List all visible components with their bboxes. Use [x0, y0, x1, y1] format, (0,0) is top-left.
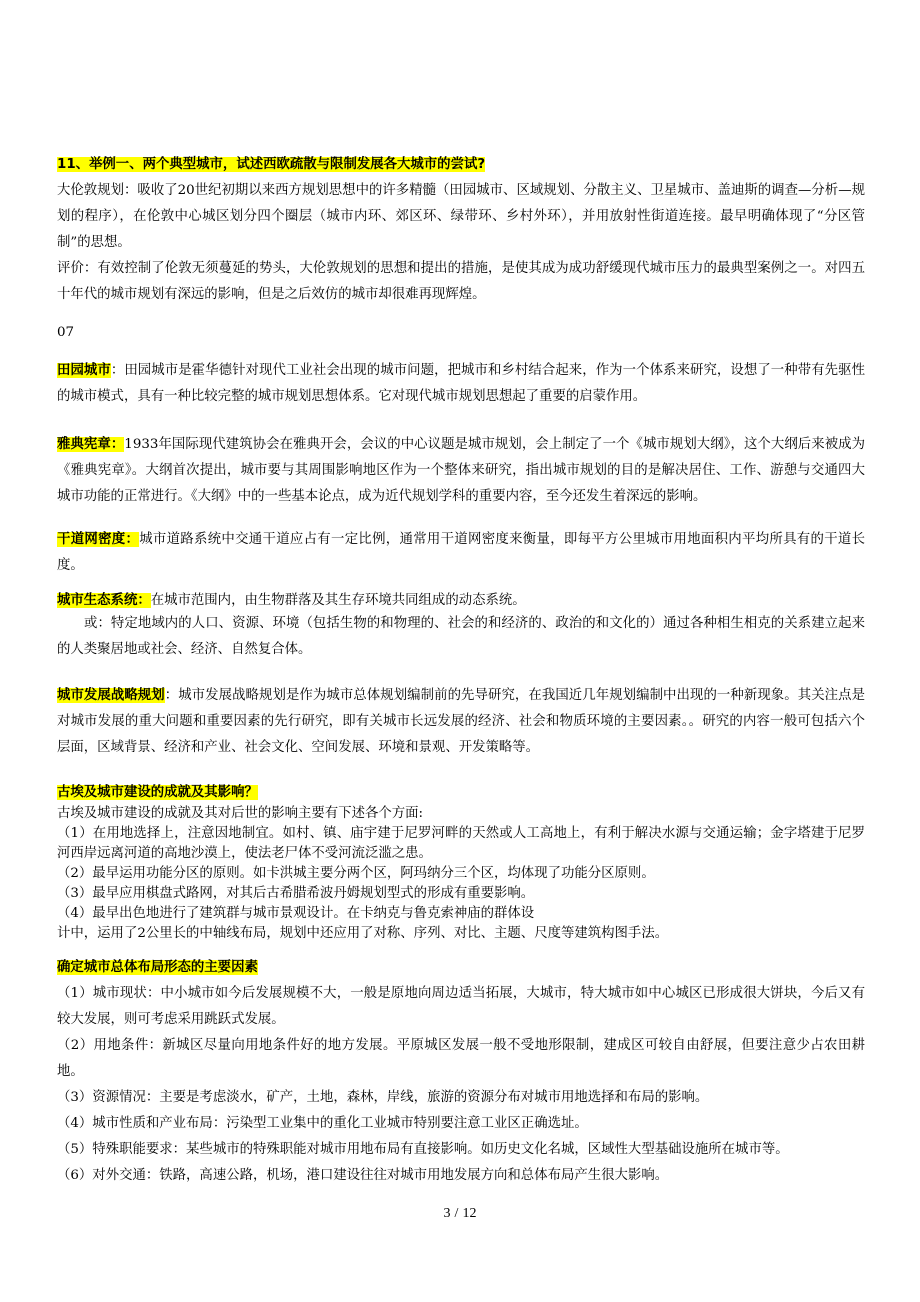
term-label: 城市发展战略规划 — [57, 688, 165, 703]
term-definition: 在城市范围内，由生物群落及其生存环境共同组成的动态系统。 — [150, 593, 526, 608]
list-item: （4）最早出色地进行了建筑群与城市景观设计。在卡纳克与鲁克索神庙的群体设 — [57, 906, 535, 921]
question-11-heading — [57, 152, 865, 178]
term-definition: 城市发展战略规划是作为城市总体规划编制前的先导研究，在我国近几年规划编制中出现的一种新现象。其关注点是对城市发展的重大问题和重要因素的先行研究，即有关城市长远发展的经济、社会和物质环境的主要因素。。研究的内容一般可包括六个层面，区域背景、经济和产业、社会文化、空间发展、环境和景观、开发策略等。 — [57, 688, 866, 755]
term-label: 城市生态系统： — [57, 593, 151, 608]
list-item: （2）用地条件：新城区尽量向用地条件好的地方发展。平原城区发展一般不受地形限制，建成区可较自由舒展，但要注意少占农田耕地。 — [57, 1038, 865, 1079]
page-number — [0, 1206, 920, 1222]
page-total: 12 — [462, 1206, 477, 1221]
term-urban-ecosystem-alt: 或：特定地域内的人口、资源、环境（包括生物的和物理的、社会的和经济的、政治的和文化的）通过各种相生相克的关系建立起来的人类聚居地或社会、经济、自然复合体。 — [57, 616, 865, 657]
list-item: （1）在用地选择上，注意因地制宜。如村、镇、庙宇建于尼罗河畔的天然或人工高地上，有利于解决水源与交通运输；金字塔建于尼罗河西岸远离河道的高地沙漠上，使法老尸体不受河流泛滥之患。 — [57, 826, 865, 861]
page-separator: / — [454, 1206, 459, 1221]
egypt-heading: 古埃及城市建设的成就及其影响？ — [57, 785, 258, 800]
term-garden-city: 田园城市：田园城市是霍华德针对现代工业社会出现的城市问题，把城市和乡村结合起来，作为一个体系来研究，设想了一种带有先驱性的城市模式，具有一种比较完整的城市规划思想体系。它对现代城市规划思想起了重要的启蒙作用。 — [57, 363, 865, 404]
list-item: （2）最早运用功能分区的原则。如卡洪城主要分两个区，阿玛纳分三个区，均体现了功能分区原则。 — [57, 866, 655, 881]
term-athens-charter — [57, 432, 865, 510]
section-label: 07 — [57, 325, 75, 340]
term-label: 田园城市 — [57, 363, 111, 378]
term-urban-development-strategy: 城市发展战略规划：城市发展战略规划是作为城市总体规划编制前的先导研究，在我国近几年规划编制中出现的一种新现象。其关注点是对城市发展的重大问题和重要因素的先行研究，即有关城市长远发展的经济、社会和物质环境的主要因素。。研究的内容一般可包括六个层面，区域背景、经济和产业、社会文化、空间发展、环境和景观、开发策略等。 — [57, 688, 866, 755]
page-current: 3 — [443, 1206, 451, 1221]
term-label: 雅典宪章： — [57, 437, 125, 452]
term-definition: 田园城市是霍华德针对现代工业社会出现的城市问题，把城市和乡村结合起来，作为一个体系来研究，设想了一种带有先驱性的城市模式，具有一种比较完整的城市规划思想体系。它对现代城市规划思想起了重要的启蒙作用。 — [57, 363, 865, 404]
term-definition: 1933年国际现代建筑协会在雅典开会，会议的中心议题是城市规划，会上制定了一个《城市规划大纲》，这个大纲后来被成为《雅典宪章》。大纲首次提出，城市要与其周围影响地区作为一个整体来研究，指出城市规划的目的是解决居住、工作、游憩与交通四大城市功能的正常进行。《大纲》中的一些基本论点，成为近代规划学科的重要内容，至今还发生着深远的影响。 — [57, 437, 866, 504]
list-item: 古埃及城市建设的成就及其对后世的影响主要有下述各个方面: — [57, 806, 424, 821]
list-item: 计中，运用了2公里长的中轴线布局，规划中还应用了对称、序列、对比、主题、尺度等建筑构图手法。 — [57, 926, 669, 941]
greater-london-plan-paragraph: 大伦敦规划：吸收了20世纪初期以来西方规划思想中的许多精髓（田园城市、区域规划、分散主义、卫星城市、盖迪斯的调查—分析—规划的程序），在伦敦中心城区划分四个圈层（城市内环、郊区环、绿带环、乡村外环），并用放射性街道连接。最早明确体现了“分区管制”的思想。 — [57, 183, 865, 250]
layout-factors-heading: 确定城市总体布局形态的主要因素 — [57, 960, 258, 975]
list-item: （3）资源情况：主要是考虑淡水，矿产，土地，森林，岸线，旅游的资源分布对城市用地选择和布局的影响。 — [57, 1090, 709, 1105]
list-item: （1）城市现状：中小城市如今后发展规模不大，一般是原地向周边适当拓展，大城市，特大城市如中心城区已形成很大饼块，今后又有较大发展，则可考虑采用跳跃式发展。 — [57, 986, 865, 1027]
egypt-list — [57, 804, 865, 944]
evaluation-paragraph: 评价：有效控制了伦敦无须蔓延的势头，大伦敦规划的思想和提出的措施，是使其成为成功舒缓现代城市压力的最典型案例之一。对四五十年代的城市规划有深远的影响，但是之后效仿的城市却很难再现辉煌。 — [57, 261, 865, 302]
list-item: （4）城市性质和产业布局：污染型工业集中的重化工业城市特别要注意工业区正确选址。 — [57, 1116, 588, 1131]
list-item: （5）特殊职能要求：某些城市的特殊职能对城市用地布局有直接影响。如历史文化名城，区域性大型基础设施所在城市等。 — [57, 1142, 789, 1157]
term-arterial-road-density — [57, 527, 865, 579]
list-item: （3）最早应用棋盘式路网，对其后古希腊希波丹姆规划型式的形成有重要影响。 — [57, 886, 535, 901]
list-item: （6）对外交通：铁路，高速公路，机场，港口建设往往对城市用地发展方向和总体布局产生很大影响。 — [57, 1168, 669, 1183]
question-11-title: 11、举例一、两个典型城市，试述西欧疏散与限制发展各大城市的尝试? — [57, 157, 486, 172]
term-definition: 城市道路系统中交通干道应占有一定比例，通常用干道网密度来衡量，即每平方公里城市用地面积内平均所具有的干道长度。 — [57, 532, 865, 573]
layout-factors-list — [57, 981, 865, 1189]
term-label: 干道网密度： — [57, 532, 140, 547]
